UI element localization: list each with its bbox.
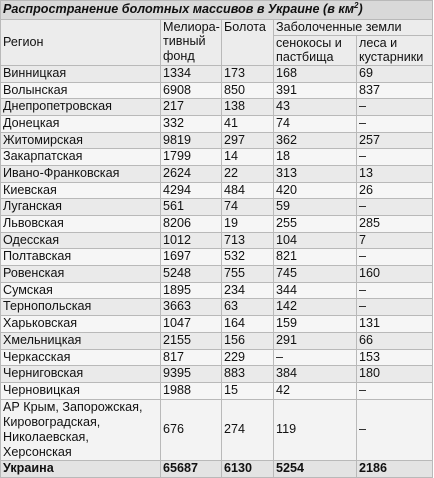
cell-lesa: 7 xyxy=(357,232,433,249)
cell-region: Ровенская xyxy=(1,266,161,283)
cell-region: Тернопольская xyxy=(1,299,161,316)
total-cell-region: Украина xyxy=(1,460,161,477)
table-row-group xyxy=(1,399,433,460)
cell-lesa: 257 xyxy=(357,132,433,149)
table-row xyxy=(1,382,433,399)
cell-bolota: 19 xyxy=(222,216,274,233)
cell-senokosy: 168 xyxy=(274,65,357,82)
cell-region: Сумская xyxy=(1,282,161,299)
table-row xyxy=(1,199,433,216)
cell-bolota: 850 xyxy=(222,82,274,99)
table-body xyxy=(1,65,433,477)
table-row xyxy=(1,332,433,349)
group-cell-region: АР Крым, Запорожская, Кировоградская, Николаевская, Херсонская xyxy=(1,399,161,460)
table-title-superscript: 2 xyxy=(354,0,359,10)
table-row xyxy=(1,232,433,249)
cell-lesa: – xyxy=(357,115,433,132)
group-cell-bolota: 274 xyxy=(222,399,274,460)
cell-melior: 1895 xyxy=(161,282,222,299)
cell-senokosy: 59 xyxy=(274,199,357,216)
cell-bolota: 883 xyxy=(222,366,274,383)
cell-bolota: 15 xyxy=(222,382,274,399)
cell-melior: 561 xyxy=(161,199,222,216)
table-title-close: ) xyxy=(358,2,363,16)
group-cell-senokosy: 119 xyxy=(274,399,357,460)
cell-lesa: – xyxy=(357,282,433,299)
cell-region: Днепропетровская xyxy=(1,99,161,116)
cell-lesa: 180 xyxy=(357,366,433,383)
cell-senokosy: 420 xyxy=(274,182,357,199)
cell-lesa: 837 xyxy=(357,82,433,99)
cell-senokosy: 821 xyxy=(274,249,357,266)
cell-senokosy: 313 xyxy=(274,165,357,182)
table-row xyxy=(1,266,433,283)
cell-region: Луганская xyxy=(1,199,161,216)
cell-region: Винницкая xyxy=(1,65,161,82)
cell-melior: 5248 xyxy=(161,266,222,283)
table-row xyxy=(1,182,433,199)
cell-region: Львовская xyxy=(1,216,161,233)
cell-region: Донецкая xyxy=(1,115,161,132)
cell-melior: 332 xyxy=(161,115,222,132)
cell-melior: 1047 xyxy=(161,316,222,333)
table-row xyxy=(1,82,433,99)
table-row xyxy=(1,165,433,182)
cell-lesa: – xyxy=(357,99,433,116)
cell-lesa: 160 xyxy=(357,266,433,283)
cell-lesa: – xyxy=(357,199,433,216)
cell-senokosy: 391 xyxy=(274,82,357,99)
header-zabol: Заболоченные земли xyxy=(274,20,433,36)
cell-bolota: 41 xyxy=(222,115,274,132)
cell-bolota: 532 xyxy=(222,249,274,266)
cell-lesa: 131 xyxy=(357,316,433,333)
total-cell-bolota: 6130 xyxy=(222,460,274,477)
cell-melior: 9395 xyxy=(161,366,222,383)
cell-region: Закарпатская xyxy=(1,149,161,166)
cell-senokosy: 159 xyxy=(274,316,357,333)
cell-lesa: – xyxy=(357,382,433,399)
cell-lesa: 66 xyxy=(357,332,433,349)
cell-lesa: – xyxy=(357,249,433,266)
cell-melior: 1334 xyxy=(161,65,222,82)
cell-melior: 9819 xyxy=(161,132,222,149)
header-bolota: Болота xyxy=(222,20,274,66)
cell-region: Волынская xyxy=(1,82,161,99)
cell-lesa: – xyxy=(357,299,433,316)
header-region: Регион xyxy=(1,20,161,66)
cell-melior: 4294 xyxy=(161,182,222,199)
cell-melior: 1697 xyxy=(161,249,222,266)
table-row xyxy=(1,149,433,166)
cell-senokosy: 18 xyxy=(274,149,357,166)
cell-region: Черкасская xyxy=(1,349,161,366)
table-row xyxy=(1,282,433,299)
cell-region: Житомирская xyxy=(1,132,161,149)
cell-region: Киевская xyxy=(1,182,161,199)
cell-lesa: 26 xyxy=(357,182,433,199)
cell-lesa: 13 xyxy=(357,165,433,182)
table-row xyxy=(1,316,433,333)
cell-bolota: 297 xyxy=(222,132,274,149)
cell-region: Хмельницкая xyxy=(1,332,161,349)
cell-senokosy: – xyxy=(274,349,357,366)
table-row xyxy=(1,65,433,82)
cell-bolota: 755 xyxy=(222,266,274,283)
table-row xyxy=(1,349,433,366)
cell-senokosy: 745 xyxy=(274,266,357,283)
cell-senokosy: 43 xyxy=(274,99,357,116)
cell-senokosy: 42 xyxy=(274,382,357,399)
cell-senokosy: 344 xyxy=(274,282,357,299)
cell-senokosy: 255 xyxy=(274,216,357,233)
header-melior: Мелиора-тивный фонд xyxy=(161,20,222,66)
table-row xyxy=(1,99,433,116)
cell-region: Ивано-Франковская xyxy=(1,165,161,182)
table-row xyxy=(1,249,433,266)
cell-region: Черниговская xyxy=(1,366,161,383)
cell-bolota: 234 xyxy=(222,282,274,299)
cell-bolota: 713 xyxy=(222,232,274,249)
cell-melior: 6908 xyxy=(161,82,222,99)
cell-melior: 3663 xyxy=(161,299,222,316)
cell-bolota: 138 xyxy=(222,99,274,116)
cell-senokosy: 74 xyxy=(274,115,357,132)
cell-senokosy: 384 xyxy=(274,366,357,383)
cell-region: Харьковская xyxy=(1,316,161,333)
cell-bolota: 229 xyxy=(222,349,274,366)
group-cell-lesa: – xyxy=(357,399,433,460)
cell-region: Черновицкая xyxy=(1,382,161,399)
cell-senokosy: 142 xyxy=(274,299,357,316)
cell-lesa: – xyxy=(357,149,433,166)
header-row-1 xyxy=(1,20,433,36)
cell-bolota: 173 xyxy=(222,65,274,82)
cell-region: Полтавская xyxy=(1,249,161,266)
cell-melior: 1799 xyxy=(161,149,222,166)
cell-melior: 1012 xyxy=(161,232,222,249)
cell-region: Одесская xyxy=(1,232,161,249)
cell-bolota: 164 xyxy=(222,316,274,333)
header-senokosy: сенокосы и пастбища xyxy=(274,36,357,66)
cell-bolota: 156 xyxy=(222,332,274,349)
table-title-text: Распространение болотных массивов в Украине (в км xyxy=(3,2,355,16)
cell-bolota: 14 xyxy=(222,149,274,166)
group-cell-melior: 676 xyxy=(161,399,222,460)
table-row xyxy=(1,299,433,316)
cell-melior: 2155 xyxy=(161,332,222,349)
table-row xyxy=(1,132,433,149)
total-cell-melior: 65687 xyxy=(161,460,222,477)
cell-lesa: 153 xyxy=(357,349,433,366)
total-cell-senokosy: 5254 xyxy=(274,460,357,477)
cell-melior: 217 xyxy=(161,99,222,116)
cell-melior: 1988 xyxy=(161,382,222,399)
cell-senokosy: 291 xyxy=(274,332,357,349)
cell-lesa: 285 xyxy=(357,216,433,233)
cell-lesa: 69 xyxy=(357,65,433,82)
cell-melior: 8206 xyxy=(161,216,222,233)
table-title-row xyxy=(1,1,433,20)
header-lesa: леса и кустарники xyxy=(357,36,433,66)
cell-senokosy: 362 xyxy=(274,132,357,149)
table-row xyxy=(1,366,433,383)
cell-senokosy: 104 xyxy=(274,232,357,249)
cell-bolota: 74 xyxy=(222,199,274,216)
cell-bolota: 63 xyxy=(222,299,274,316)
table-row xyxy=(1,115,433,132)
total-cell-lesa: 2186 xyxy=(357,460,433,477)
cell-melior: 817 xyxy=(161,349,222,366)
table-title xyxy=(1,1,433,20)
cell-melior: 2624 xyxy=(161,165,222,182)
table-row-total xyxy=(1,460,433,477)
cell-bolota: 22 xyxy=(222,165,274,182)
table-row xyxy=(1,216,433,233)
cell-bolota: 484 xyxy=(222,182,274,199)
